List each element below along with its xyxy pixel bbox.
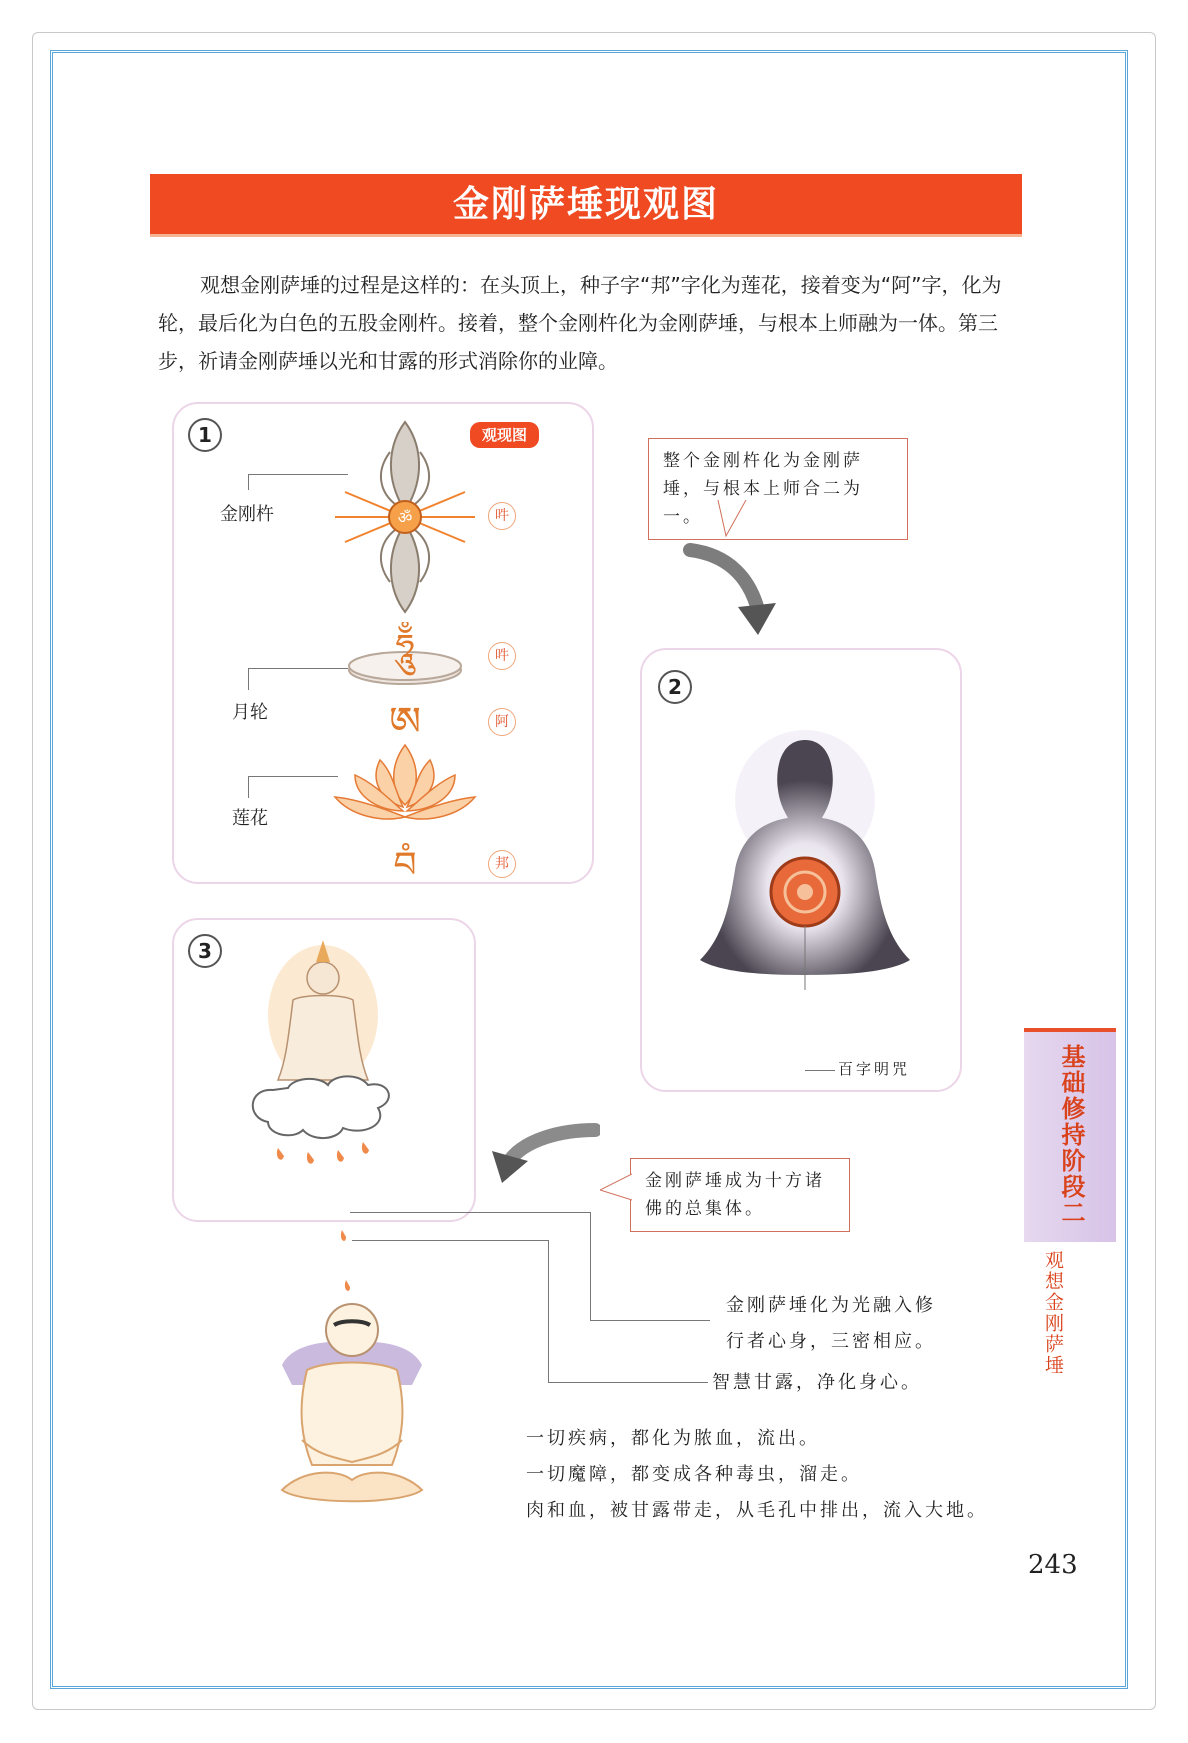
moon-disc-illustration [345, 622, 465, 692]
lotus-leader-line-h [248, 776, 338, 777]
chapter-title: 基础修持阶段二 [1057, 1044, 1085, 1226]
note-leader-2-end [548, 1382, 708, 1383]
moon-leader-line [248, 668, 249, 690]
svg-text:ཨ: ཨ [388, 699, 422, 745]
seed-syllable-hum-1: 吽 [488, 502, 516, 530]
note-nectar: 智慧甘露，净化身心。 [712, 1372, 922, 1393]
moon-leader-line-h [248, 668, 348, 669]
page-title: 金刚萨埵现观图 [150, 174, 1022, 237]
note-leader-1-h [350, 1212, 590, 1213]
svg-text:བཾ: བཾ [393, 845, 417, 886]
buddha-silhouette [680, 720, 930, 990]
mantra-leader-line [805, 1070, 835, 1071]
svg-text:ཧཱུྃ: ཧཱུྃ [395, 627, 415, 667]
section-title: 观想金刚萨埵 [1042, 1250, 1064, 1376]
arrow-1-to-2 [680, 535, 790, 645]
seed-syllable-a: 阿 [488, 708, 516, 736]
vajra-illustration [330, 412, 480, 622]
callout-2-tail [600, 1170, 632, 1210]
arrow-2-to-3 [470, 1105, 600, 1205]
lotus-illustration [325, 735, 485, 835]
step-number-3: 3 [188, 934, 222, 968]
effect-obstacles: 一切魔障，都变成各种毒虫，溜走。 [526, 1464, 862, 1485]
meditator-figure [262, 1290, 442, 1520]
syllable-bam-illustration [375, 835, 435, 895]
lotus-label: 莲花 [232, 808, 268, 829]
mantra-label: 百字明咒 [838, 1060, 911, 1078]
chapter-side-tab [1024, 1028, 1116, 1242]
note-leader-2-h [352, 1240, 548, 1241]
note-leader-2-v [548, 1240, 549, 1382]
seed-syllable-hum-2: 吽 [488, 642, 516, 670]
note-light-merge: 金刚萨埵化为光融入修行者心身，三密相应。 [726, 1295, 936, 1352]
moon-label: 月轮 [232, 702, 268, 723]
page-number: 243 [1028, 1550, 1078, 1580]
callout-buddhas-embodiment: 金刚萨埵成为十方诸佛的总集体。 [630, 1158, 850, 1232]
vajra-label: 金刚杵 [220, 504, 274, 525]
intro-paragraph: 观想金刚萨埵的过程是这样的：在头顶上，种子字“邦”字化为莲花，接着变为“阿”字，化为轮，最后化为白色的五股金刚杵。接着，整个金刚杵化为金刚萨埵，与根本上师融为一体。第三步，祈请金刚萨埵以光和甘露的形式消除你的业障。 [158, 273, 1002, 373]
vajra-leader-line [248, 474, 249, 490]
step-number-2: 2 [658, 670, 692, 704]
seed-syllable-bam: 邦 [488, 850, 516, 878]
effect-flesh-blood: 肉和血，被甘露带走，从毛孔中排出，流入大地。 [526, 1500, 988, 1521]
callout-vajra-merge: 整个金刚杵化为金刚萨埵，与根本上师合二为一。 [648, 438, 908, 540]
callout-1-tail [716, 500, 756, 540]
vajra-leader-line-h [248, 474, 348, 475]
note-leader-1-end [590, 1320, 710, 1321]
svg-text:ॐ: ॐ [397, 508, 413, 527]
visualization-badge: 观现图 [470, 422, 539, 448]
effect-illness: 一切疾病，都化为脓血，流出。 [526, 1428, 820, 1449]
vajrasattva-on-cloud [238, 930, 408, 1180]
step-number-1: 1 [188, 418, 222, 452]
lotus-leader-line [248, 776, 249, 798]
note-leader-1-v [590, 1212, 591, 1320]
